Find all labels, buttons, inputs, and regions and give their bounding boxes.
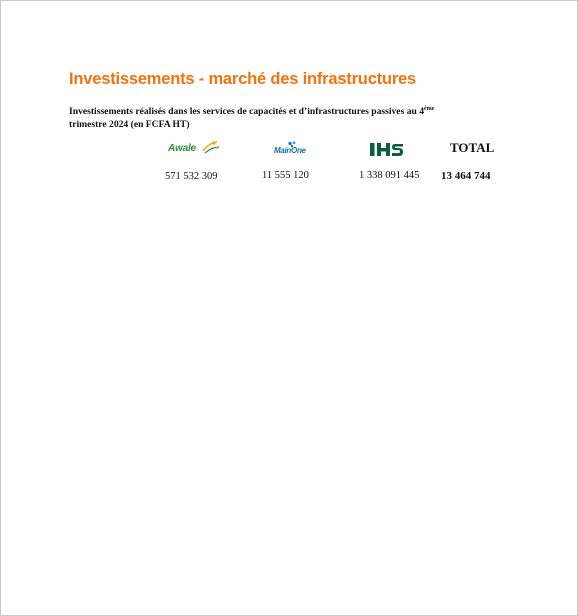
mainone-logo-text: MainOne [274, 146, 306, 155]
awale-logo [167, 139, 221, 157]
page-title: Investissements - marché des infrastructures [69, 70, 417, 88]
caption-text: Investissements réalisés dans les services de capacités et d’infrastructures passives au 4 [69, 106, 425, 117]
caption-superscript: ème [424, 106, 435, 112]
ihs-logo-icon [369, 142, 405, 158]
ihs-logo [369, 142, 405, 158]
awale-swoosh-icon [167, 139, 221, 157]
value-awale: 571 532 309 [165, 171, 218, 182]
value-total: 13 464 744 [441, 170, 491, 182]
mainone-logo [273, 141, 315, 157]
total-column-header: TOTAL [450, 140, 495, 155]
value-ihs: 1 338 091 445 [359, 170, 420, 181]
caption-text-end: trimestre 2024 (en FCFA HT) [69, 119, 190, 130]
value-mainone: 11 555 120 [262, 170, 309, 181]
table-caption [69, 103, 509, 131]
awale-logo-text: Awale [168, 143, 196, 154]
